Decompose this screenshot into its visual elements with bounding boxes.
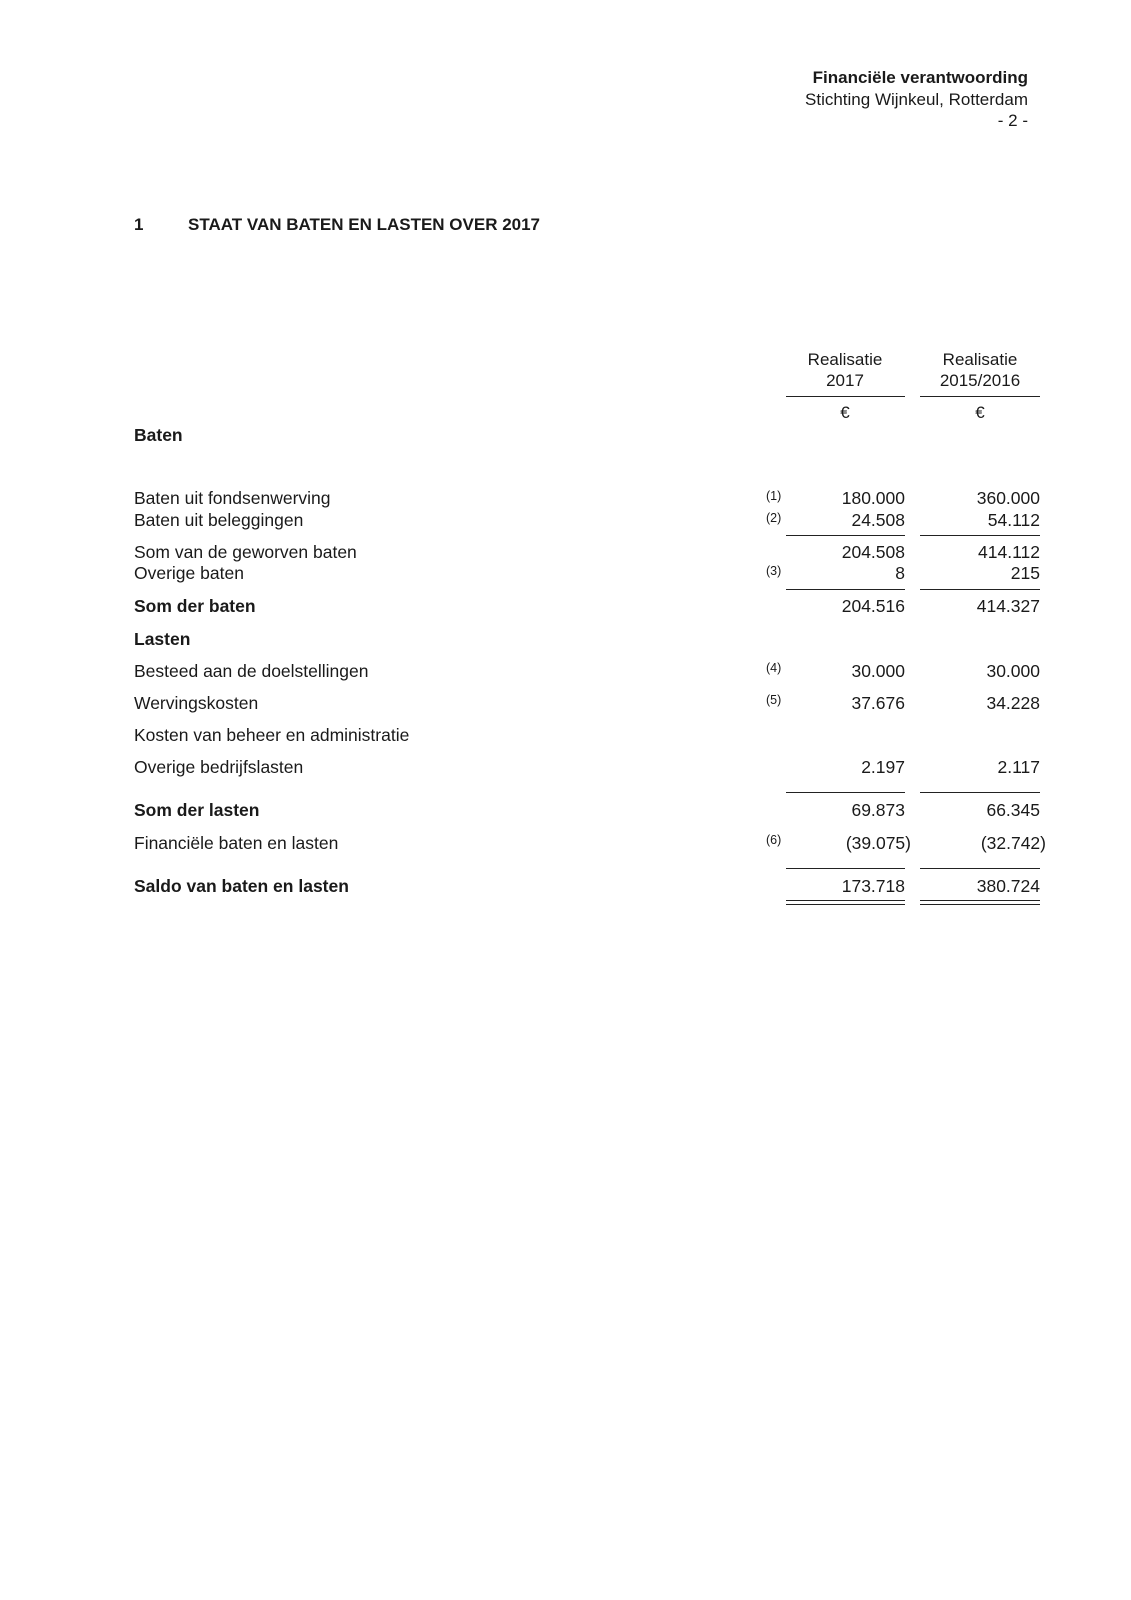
row-label-total: Som der lasten	[134, 800, 260, 820]
value-2015-2016: 30.000	[986, 661, 1040, 681]
subtotal-rule	[786, 535, 905, 536]
note-reference: (3)	[766, 564, 782, 578]
page-number: - 2 -	[997, 111, 1028, 130]
group-heading-baten: Baten	[134, 425, 183, 445]
row-label: Wervingskosten	[134, 693, 259, 713]
value-2017: (39.075)	[845, 833, 911, 853]
subtotal-rule	[920, 535, 1040, 536]
value-2017: 204.508	[841, 542, 905, 562]
column-header-period: 2017	[826, 371, 864, 390]
note-reference: (2)	[766, 511, 782, 525]
row-label: Baten uit beleggingen	[134, 510, 304, 530]
value-2015-2016: (32.742)	[980, 833, 1046, 853]
report-title: Financiële verantwoording	[812, 68, 1028, 87]
value-2015-2016: 360.000	[976, 488, 1040, 508]
column-header-label: Realisatie	[807, 350, 883, 369]
value-2015-2016: 414.327	[976, 596, 1040, 616]
value-2017: 180.000	[841, 488, 905, 508]
value-2017: 2.197	[861, 757, 905, 777]
value-2017: 204.516	[841, 596, 905, 616]
column-header-2015-2016	[920, 349, 1040, 391]
value-2017: 69.873	[851, 800, 905, 820]
row-label-total: Saldo van baten en lasten	[134, 876, 349, 896]
subtotal-rule	[786, 792, 905, 793]
value-2017: 24.508	[851, 510, 905, 530]
section-number: 1	[134, 215, 144, 234]
grand-total-double-rule	[920, 900, 1040, 905]
value-2017: 173.718	[841, 876, 905, 896]
row-label: Financiële baten en lasten	[134, 833, 339, 853]
value-2015-2016: 380.724	[976, 876, 1040, 896]
column-header-label: Realisatie	[942, 350, 1018, 369]
subtotal-rule	[786, 589, 905, 590]
grand-total-double-rule	[786, 900, 905, 905]
row-label-total: Som der baten	[134, 596, 256, 616]
organization-name: Stichting Wijnkeul, Rotterdam	[805, 90, 1028, 109]
column-header-rule	[786, 396, 905, 397]
value-2015-2016: 54.112	[987, 510, 1040, 530]
row-label: Som van de geworven baten	[134, 542, 357, 562]
value-2015-2016: 34.228	[986, 693, 1040, 713]
column-header-rule	[920, 396, 1040, 397]
value-2017: 30.000	[851, 661, 905, 681]
value-2017: 37.676	[851, 693, 905, 713]
row-label: Baten uit fondsenwerving	[134, 488, 331, 508]
section-title: STAAT VAN BATEN EN LASTEN OVER 2017	[188, 215, 541, 234]
column-header-2017	[785, 349, 905, 391]
subtotal-rule	[786, 868, 905, 869]
column-header-period: 2015/2016	[939, 371, 1021, 390]
currency-label: €	[840, 403, 850, 422]
currency-label: €	[975, 403, 985, 422]
value-2015-2016: 2.117	[997, 757, 1040, 777]
subtotal-rule	[920, 792, 1040, 793]
note-reference: (5)	[766, 693, 782, 707]
subtotal-rule	[920, 868, 1040, 869]
value-2015-2016: 414.112	[978, 542, 1040, 562]
note-reference: (4)	[766, 661, 782, 675]
group-heading-lasten: Lasten	[134, 629, 191, 649]
row-label: Overige baten	[134, 563, 244, 583]
row-label: Overige bedrijfslasten	[134, 757, 304, 777]
subtotal-rule	[920, 589, 1040, 590]
value-2017: 8	[895, 563, 905, 583]
row-label: Kosten van beheer en administratie	[134, 725, 410, 745]
value-2015-2016: 66.345	[986, 800, 1040, 820]
note-reference: (1)	[766, 489, 782, 503]
note-reference: (6)	[766, 833, 782, 847]
value-2015-2016: 215	[1010, 563, 1040, 583]
row-label: Besteed aan de doelstellingen	[134, 661, 369, 681]
